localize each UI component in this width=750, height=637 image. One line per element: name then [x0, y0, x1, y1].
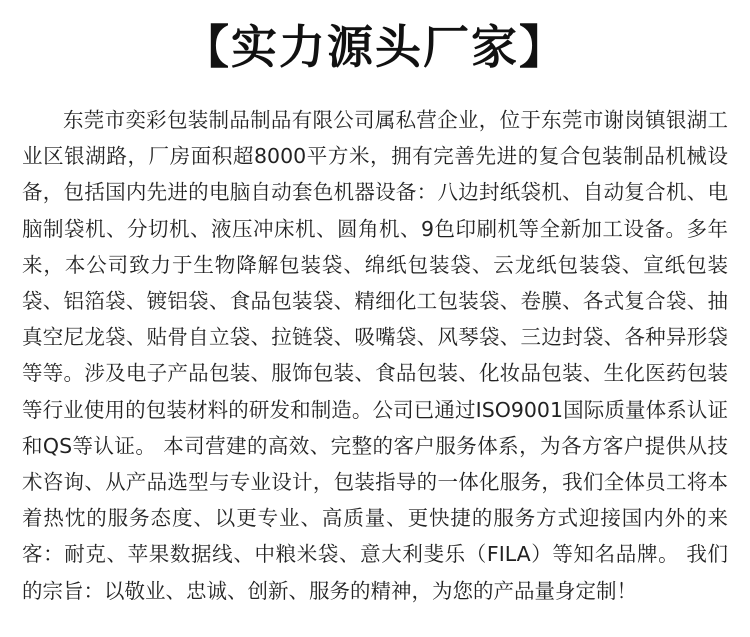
company-description: 东莞市奕彩包装制品制品有限公司属私营企业，位于东莞市谢岗镇银湖工业区银湖路，厂房面积超8000平方米，拥有完善先进的复合包装制品机械设备，包括国内先进的电脑自动套色机器设备：八边封纸袋机、自动复合机、电脑制袋机、分切机、液压冲床机、圆角机、9色印刷机等全新加工设备。多年来，本公司致力于生物降解包装袋、绵纸包装袋、云龙纸包装袋、宣纸包装袋、铝箔袋、镀铝袋、食品包装袋、精细化工包装袋、卷膜、各式复合袋、抽真空尼龙袋、贴骨自立袋、拉链袋、吸嘴袋、风琴袋、三边封袋、各种异形袋等等。涉及电子产品包装、服饰包装、食品包装、化妆品包装、生化医药包装等行业使用的包装材料的研发和制造。公司已通过ISO9001国际质量体系认证和QS等认证。 本司营建的高效、完整的客户服务体系，为各方客户提供从技术咨询、从产品选型与专业设计，包装指导的一体化服务，我们全体员工将本着热忱的服务态度、以更专业、高质量、更快捷的服务方式迎接国内外的来客：耐克、苹果数据线、中粮米袋、意大利斐乐（FILA）等知名品牌。 我们的宗旨：以敬业、忠诚、创新、服务的精神，为您的产品量身定制！: [22, 108, 728, 603]
page-title: 【实力源头厂家】: [183, 20, 567, 74]
